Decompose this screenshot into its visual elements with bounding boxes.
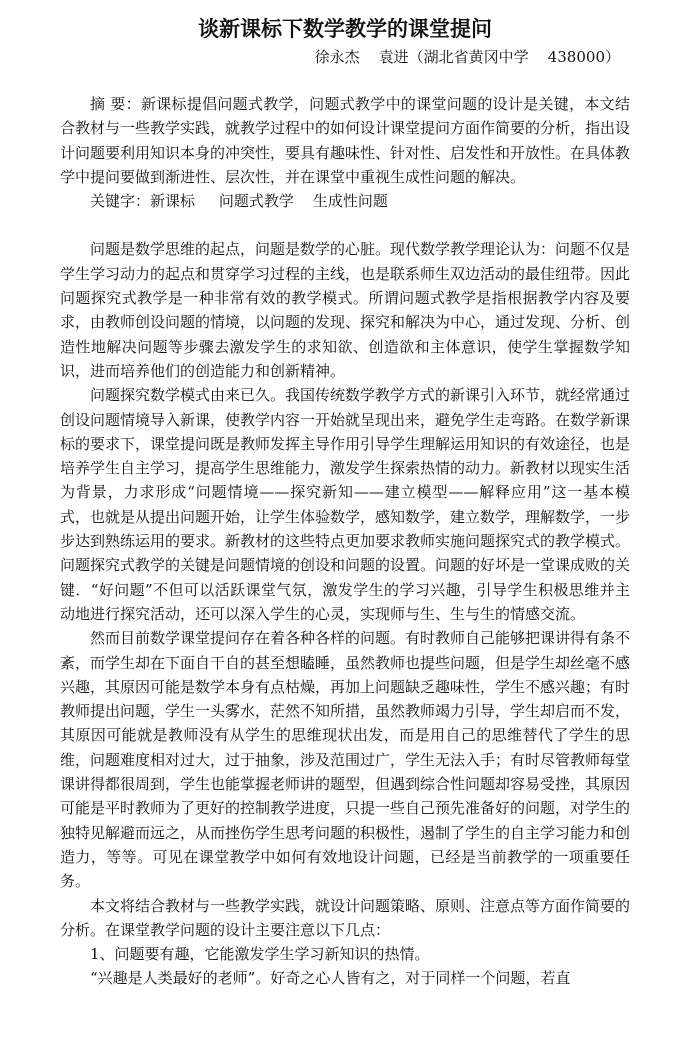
- author-line: 徐永杰 袁进（湖北省黄冈中学 438000）: [314, 48, 620, 66]
- section-heading: 1、问题要有趣，它能激发学生学习新知识的热情。: [90, 945, 430, 964]
- body-paragraph: “兴趣是人类最好的老师”。好奇之心人皆有之，对于同样一个问题，若直: [90, 969, 571, 988]
- body-paragraph: 本文将结合教材与一些教学实践，就设计问题策略、原则、注意点等方面作简要的分析。在课堂教学问题的设计主要注意以下几点：: [60, 896, 631, 939]
- abstract-paragraph: [60, 92, 630, 189]
- body-paragraph: 问题探究数学模式由来已久。我国传统数学教学方式的新课引入环节，就经常通过创设问题情境导入新课，使教学内容一开始就呈现出来，避免学生走弯路。在数学新课标的要求下，课堂提问既是教师发挥主导作用引导学生理解运用知识的有效途径，也是培养学生自主学习，提高学生思维能力，激发学生探索热情的动力。新教材以现实生活为背景，力求形成“问题情境——探究新知——建立模型——解释应用”这一基本模式，也就是从提出问题开始，让学生体验数学，感知数学，建立数学，理解数学，一步步达到熟练运用的要求。新教材的这些特点更加要求教师实施问题探究式的教学模式。 问题探究式教学的关键是问题情境的创设和问题的设置。问题的好坏是一堂课成败的关键．“好问题”不但可以活跃课堂气氛，激发学生的学习兴趣，引导学生积极思维并主动地进行探究活动，还可以深入学生的心灵，实现师与生、生与生的情感交流。: [60, 386, 631, 623]
- keywords-line: 关键字：新课标 问题式教学 生成性问题: [90, 192, 388, 211]
- abstract-label: 摘 要：: [90, 95, 141, 113]
- abstract-text: 新课标提倡问题式教学，问题式教学中的课堂问题的设计是关键，本文结合教材与一些教学实践，就教学过程中的如何设计课堂提问方面作简要的分析，指出设计问题要利用知识本身的冲突性，要具有趣味性、针对性、启发性和开放性。在具体教学中提问要做到渐进性、层次性，并在课堂中重视生成性问题的解决。: [60, 95, 631, 186]
- body-paragraph: 然而目前数学课堂提问存在着各种各样的问题。有时教师自己能够把课讲得有条不紊，而学生却在下面自干自的甚至想瞌睡，虽然教师也提些问题，但是学生却丝毫不感兴趣，其原因可能是数学本身有点枯燥，再加上问题缺乏趣味性，学生不感兴趣；有时教师提出问题，学生一头雾水，茫然不知所措，虽然教师竭力引导，学生却启而不发，其原因可能就是教师没有从学生的思维现状出发，而是用自己的思维替代了学生的思维，问题难度相对过大，过于抽象，涉及范围过广，学生无法入手；有时尽管教师每堂课讲得都很周到，学生也能掌握老师讲的题型，但遇到综合性问题却容易受挫，其原因可能是平时教师为了更好的控制教学进度，只提一些自己预先准备好的问题，对学生的独特见解避而远之，从而挫伤学生思考问题的积极性，遏制了学生的自主学习能力和创造力，等等。可见在课堂教学中如何有效地设计问题，已经是当前教学的一项重要任务。: [60, 629, 631, 891]
- paper-title: 谈新课标下数学教学的课堂提问: [198, 17, 492, 41]
- body-paragraph: 问题是数学思维的起点，问题是数学的心脏。现代数学教学理论认为：问题不仅是学生学习动力的起点和贯穿学习过程的主线，也是联系师生双边活动的最佳纽带。因此问题探究式教学是一种非常有效的教学模式。所谓问题式教学是指根据教学内容及要求，由教师创设问题的情境，以问题的发现、探究和解决为中心，通过发现、分析、创造性地解决问题等步骤去激发学生的求知欲、创造欲和主体意识，使学生掌握数学知识，进而培养他们的创造能力和创新精神。: [60, 240, 631, 380]
